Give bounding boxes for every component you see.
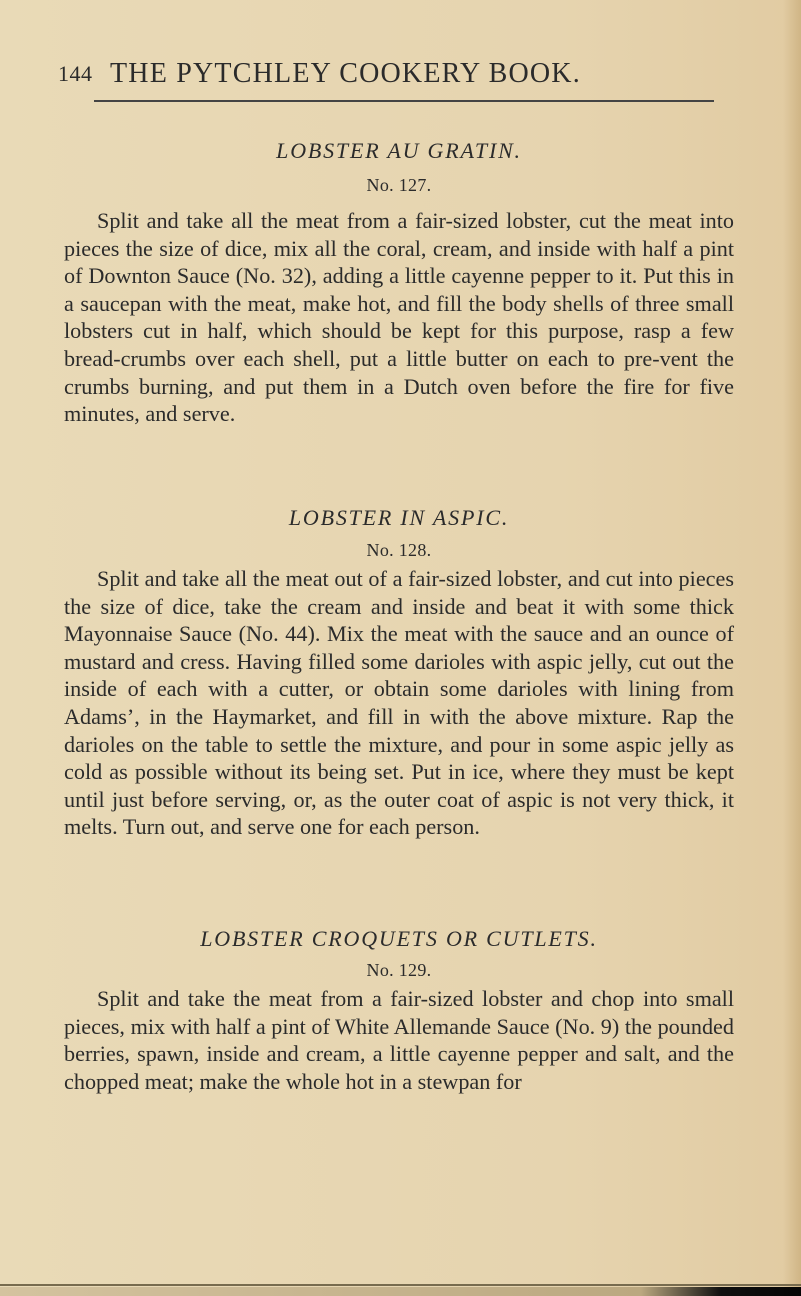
recipe-text: Split and take all the meat out of a fair-sized lobster, and cut into pieces the size of dice, take the cream and inside and beat it with some thick Mayonnaise Sauce (No. 44). Mix the meat with the sauce and an ounce of mustard and cress. Having filled some darioles with aspic jelly, cut out the inside of each with a cutter, or obtain some darioles with lining from Adams’, in the Haymarket, and fill in with the above mixture. Rap the darioles on the table to settle the mixture, and pour in some aspic jelly as cold as possible without its being set. Put in ice, where they must be kept until just before serving, or, as the outer coat of aspic is not very thick, it melts. Turn out, and serve one for each person. — [64, 566, 734, 840]
recipe-title: LOBSTER CROQUETS OR CUTLETS. — [200, 926, 598, 951]
header-rule — [94, 100, 714, 102]
running-head: THE PYTCHLEY COOKERY BOOK. — [110, 58, 581, 89]
page-number: 144 — [58, 61, 93, 86]
bottom-rule — [0, 1284, 801, 1286]
recipe-number: No. 127. — [366, 175, 432, 195]
page-header — [58, 58, 738, 98]
recipe-title: LOBSTER AU GRATIN. — [276, 138, 522, 163]
recipe-text: Split and take the meat from a fair-sized lobster and chop into small pieces, mix with half a pint of White Allemande Sauce (No. 9) the pounded berries, spawn, inside and cream, a little cayenne pepper and salt, and the chopped meat; make the whole hot in a stewpan for — [64, 986, 734, 1094]
page-edge-shadow — [783, 0, 801, 1296]
page-bottom-edge — [0, 1287, 801, 1296]
recipe-number: No. 129. — [366, 960, 432, 980]
recipe-text: Split and take all the meat from a fair-sized lobster, cut the meat into pieces the size of dice, mix all the coral, cream, and inside with half a pint of Downton Sauce (No. 32), adding a little cayenne pepper to it. Put this in a saucepan with the meat, make hot, and fill the body shells of three small lobsters cut in half, which should be kept for this purpose, rasp a few bread-crumbs over each shell, put a little butter on each to pre-vent the crumbs burning, and put them in a Dutch oven before the fire for five minutes, and serve. — [64, 208, 734, 427]
recipe-number: No. 128. — [366, 540, 432, 560]
recipe-title: LOBSTER IN ASPIC. — [288, 505, 510, 530]
